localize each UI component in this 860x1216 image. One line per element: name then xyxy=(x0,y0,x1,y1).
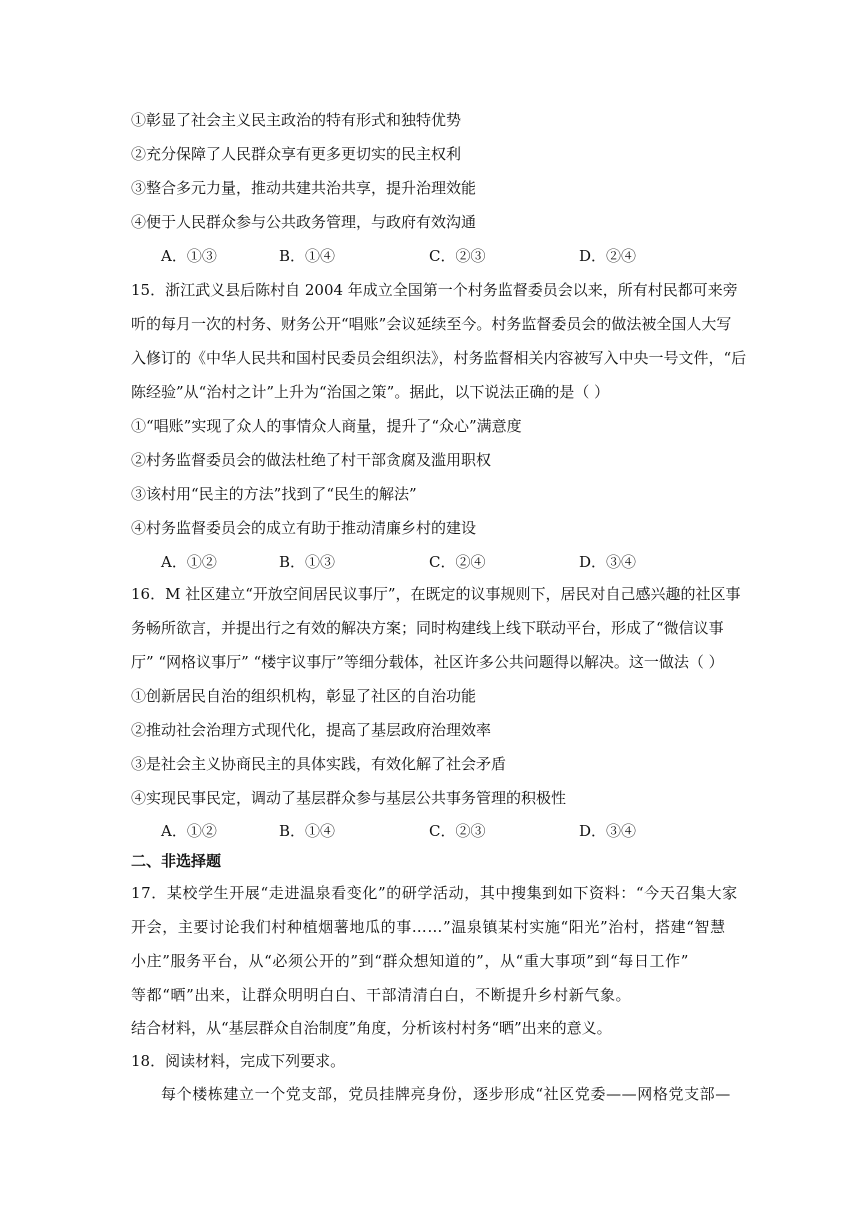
q15-item-3: ③该村用“民主的方法”找到了“民生的解法” xyxy=(131,485,417,503)
q16-stem-line-2: 务畅所欲言，并提出行之有效的解决方案；同时构建线上线下联动平台，形成了“微信议事 xyxy=(131,619,724,637)
q15-item-2: ②村务监督委员会的做法杜绝了村干部贪腐及滥用职权 xyxy=(131,451,492,469)
q16-stem-line-3: 厅” “网格议事厅” “楼宇议事厅”等细分载体，社区许多公共问题得以解决。这一做法（ ） xyxy=(131,653,724,671)
section-heading-non-choice: 二、非选择题 xyxy=(131,852,222,870)
q14-item-4: ④便于人民群众参与公共政务管理，与政府有效沟通 xyxy=(131,213,477,231)
q14-item-3: ③整合多元力量，推动共建共治共享，提升治理效能 xyxy=(131,179,477,197)
q15-stem-line-4: 陈经验”从“治村之计”上升为“治国之策”。据此，以下说法正确的是（ ） xyxy=(131,383,610,401)
q17-stem-line-4: 等都“晒”出来，让群众明明白白、干部清清白白，不断提升乡村新气象。 xyxy=(131,986,632,1004)
q14-item-1: ①彰显了社会主义民主政治的特有形式和独特优势 xyxy=(131,111,462,129)
q14-item-2: ②充分保障了人民群众享有更多更切实的民主权利 xyxy=(131,145,462,163)
q15-item-1: ①“唱账”实现了众人的事情众人商量，提升了“众心”满意度 xyxy=(131,417,522,435)
q17-stem-line-1: 17．某校学生开展“走进温泉看变化”的研学活动，其中搜集到如下资料：“今天召集大家 xyxy=(131,884,738,902)
q15-item-4: ④村务监督委员会的成立有助于推动清廉乡村的建设 xyxy=(131,519,477,537)
q14-option-b: B．①④ xyxy=(279,247,336,265)
q16-option-b: B．①④ xyxy=(279,822,336,840)
q15-stem-line-3: 入修订的《中华人民共和国村民委员会组织法》，村务监督相关内容被写入中央一号文件，“后 xyxy=(131,349,747,367)
q16-item-1: ①创新居民自治的组织机构，彰显了社区的自治功能 xyxy=(131,687,477,705)
q17-question: 结合材料，从“基层群众自治制度”角度，分析该村村务“晒”出来的意义。 xyxy=(131,1019,612,1037)
q16-stem-line-1: 16．M 社区建立“开放空间居民议事厅”，在既定的议事规则下，居民对自己感兴趣的社区事 xyxy=(131,585,741,603)
q18-stem: 18．阅读材料，完成下列要求。 xyxy=(131,1052,346,1070)
q14-option-d: D．②④ xyxy=(579,247,637,265)
q15-option-d: D．③④ xyxy=(579,553,637,571)
q16-item-3: ③是社会主义协商民主的具体实践，有效化解了社会矛盾 xyxy=(131,755,507,773)
q16-item-2: ②推动社会治理方式现代化，提高了基层政府治理效率 xyxy=(131,721,492,739)
q17-stem-line-2: 开会，主要讨论我们村种植烟薯地瓜的事……”温泉镇某村实施“阳光”治村，搭建“智慧 xyxy=(131,918,726,936)
q15-stem-line-2: 听的每月一次的村务、财务公开“唱账”会议延续至今。村务监督委员会的做法被全国人大写 xyxy=(131,315,732,333)
q15-option-b: B．①③ xyxy=(279,553,336,571)
q16-option-d: D．③④ xyxy=(579,822,637,840)
q16-option-a: A．①② xyxy=(161,822,217,840)
q17-stem-line-3: 小庄”服务平台，从“必须公开的”到“群众想知道的”，从“重大事项”到“每日工作” xyxy=(131,952,690,970)
q16-option-c: C．②③ xyxy=(429,822,486,840)
q18-material-line-1: 每个楼栋建立一个党支部，党员挂牌亮身份，逐步形成“社区党委——网格党支部— xyxy=(161,1085,731,1103)
q15-option-a: A．①② xyxy=(161,553,217,571)
q14-option-c: C．②③ xyxy=(429,247,486,265)
q16-item-4: ④实现民事民定，调动了基层群众参与基层公共事务管理的积极性 xyxy=(131,789,567,807)
q15-stem-line-1: 15．浙江武义县后陈村自 2004 年成立全国第一个村务监督委员会以来，所有村民都可来旁 xyxy=(131,281,738,299)
q14-option-a: A．①③ xyxy=(161,247,217,265)
q15-option-c: C．②④ xyxy=(429,553,486,571)
